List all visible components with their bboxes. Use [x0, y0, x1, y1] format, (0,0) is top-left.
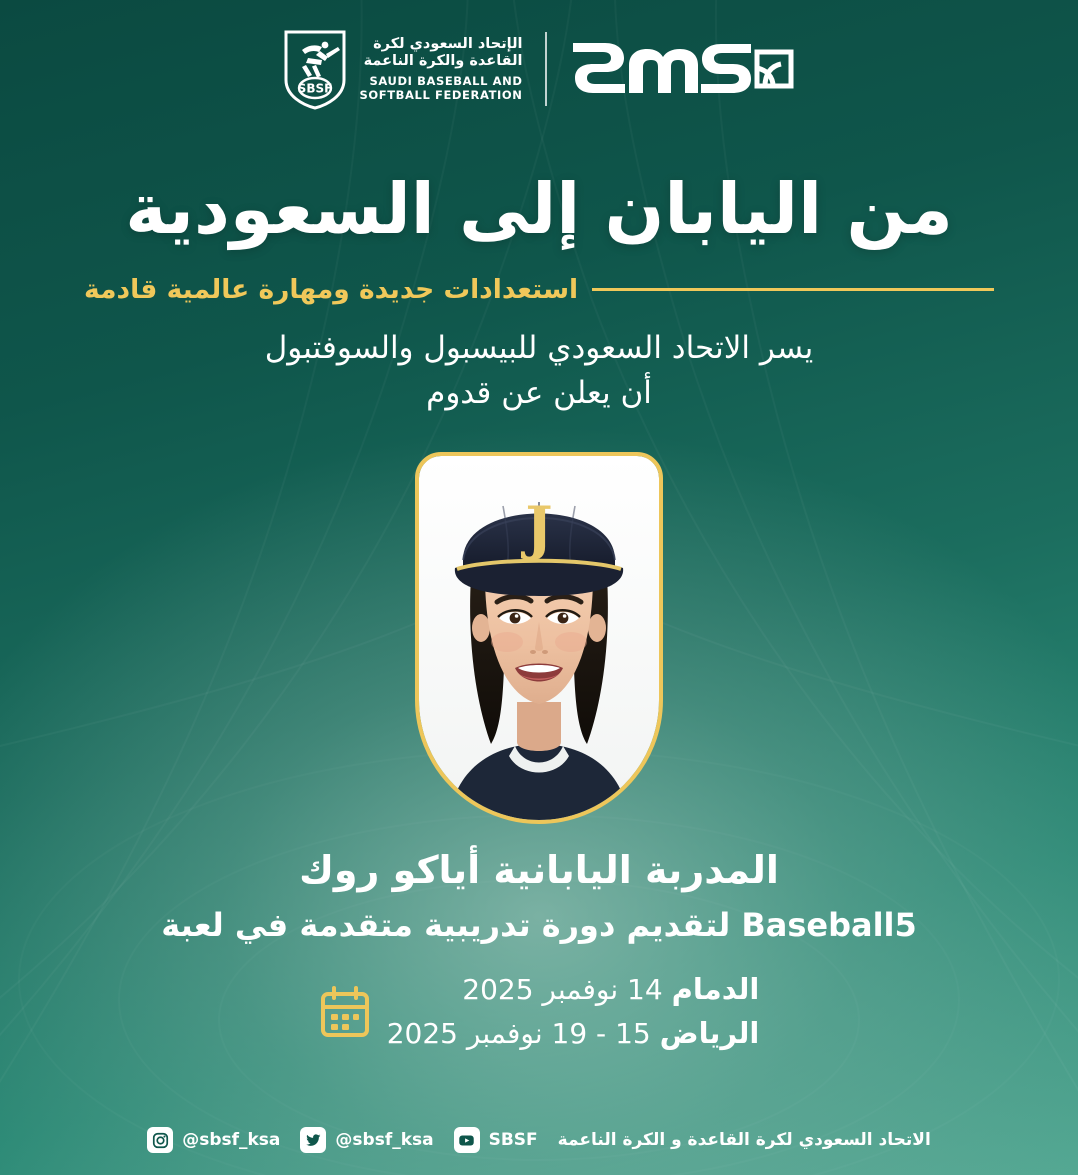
date-lines: [387, 968, 760, 1055]
intro-line-2: أن يعلن عن قدوم: [426, 374, 652, 411]
cap-letter: J: [525, 494, 553, 562]
footer-bar: [0, 1113, 1078, 1175]
date-city-dammam: الدمام: [671, 972, 760, 1006]
coach-portrait: [415, 452, 663, 824]
sbsf-crest-icon: [282, 28, 348, 110]
twitter-icon[interactable]: [300, 1127, 326, 1153]
calendar-icon: [319, 985, 371, 1039]
dates-block: [0, 968, 1078, 1055]
logo-divider: [545, 32, 547, 106]
footer-federation-name: الاتحاد السعودي لكرة القاعدة و الكرة الناعمة: [557, 1130, 931, 1150]
course-description-prefix: لتقديم دورة تدريبية متقدمة في لعبة: [161, 906, 731, 944]
social-instagram[interactable]: [147, 1127, 280, 1153]
federation-arabic-line2: القاعدة والكرة الناعمة: [363, 53, 523, 70]
subtitle-row: [0, 274, 1078, 305]
portrait-frame: [415, 452, 663, 824]
federation-logo: [282, 28, 523, 110]
federation-english-line1: SAUDI BASEBALL AND: [369, 74, 523, 89]
intro-text: [0, 326, 1078, 416]
youtube-icon[interactable]: [454, 1127, 480, 1153]
page-title: من اليابان إلى السعودية: [125, 168, 953, 250]
header-logos: [0, 26, 1078, 112]
course-game-name: Baseball5: [741, 906, 917, 944]
instagram-icon[interactable]: [147, 1127, 173, 1153]
social-twitter[interactable]: [300, 1127, 433, 1153]
date-city-riyadh: الرياض: [659, 1015, 760, 1050]
social-youtube[interactable]: [454, 1127, 538, 1153]
sms-logo-icon: [569, 38, 797, 100]
federation-english-line2: SOFTBALL FEDERATION: [359, 88, 523, 103]
twitter-handle[interactable]: @sbsf_ksa: [335, 1130, 434, 1150]
federation-arabic-line1: الإتحاد السعودي لكرة: [373, 35, 523, 52]
date-value-dammam: 14 نوفمبر 2025: [462, 973, 663, 1006]
instagram-handle[interactable]: @sbsf_ksa: [182, 1130, 281, 1150]
coach-description: [0, 906, 1078, 944]
date-entry-riyadh: [387, 1012, 760, 1056]
page-subtitle: استعدادات جديدة ومهارة عالمية قادمة: [84, 274, 579, 305]
coach-name: المدربة اليابانية أياكو روك: [299, 848, 779, 892]
subtitle-rule: [592, 288, 994, 291]
date-entry-dammam: [387, 968, 760, 1012]
intro-line-1: يسر الاتحاد السعودي للبيسبول والسوفتبول: [264, 330, 814, 366]
date-value-riyadh: 15 - 19 نوفمبر 2025: [386, 1016, 651, 1050]
svg-text:SBSF: SBSF: [297, 81, 332, 96]
youtube-handle[interactable]: SBSF: [488, 1130, 538, 1150]
